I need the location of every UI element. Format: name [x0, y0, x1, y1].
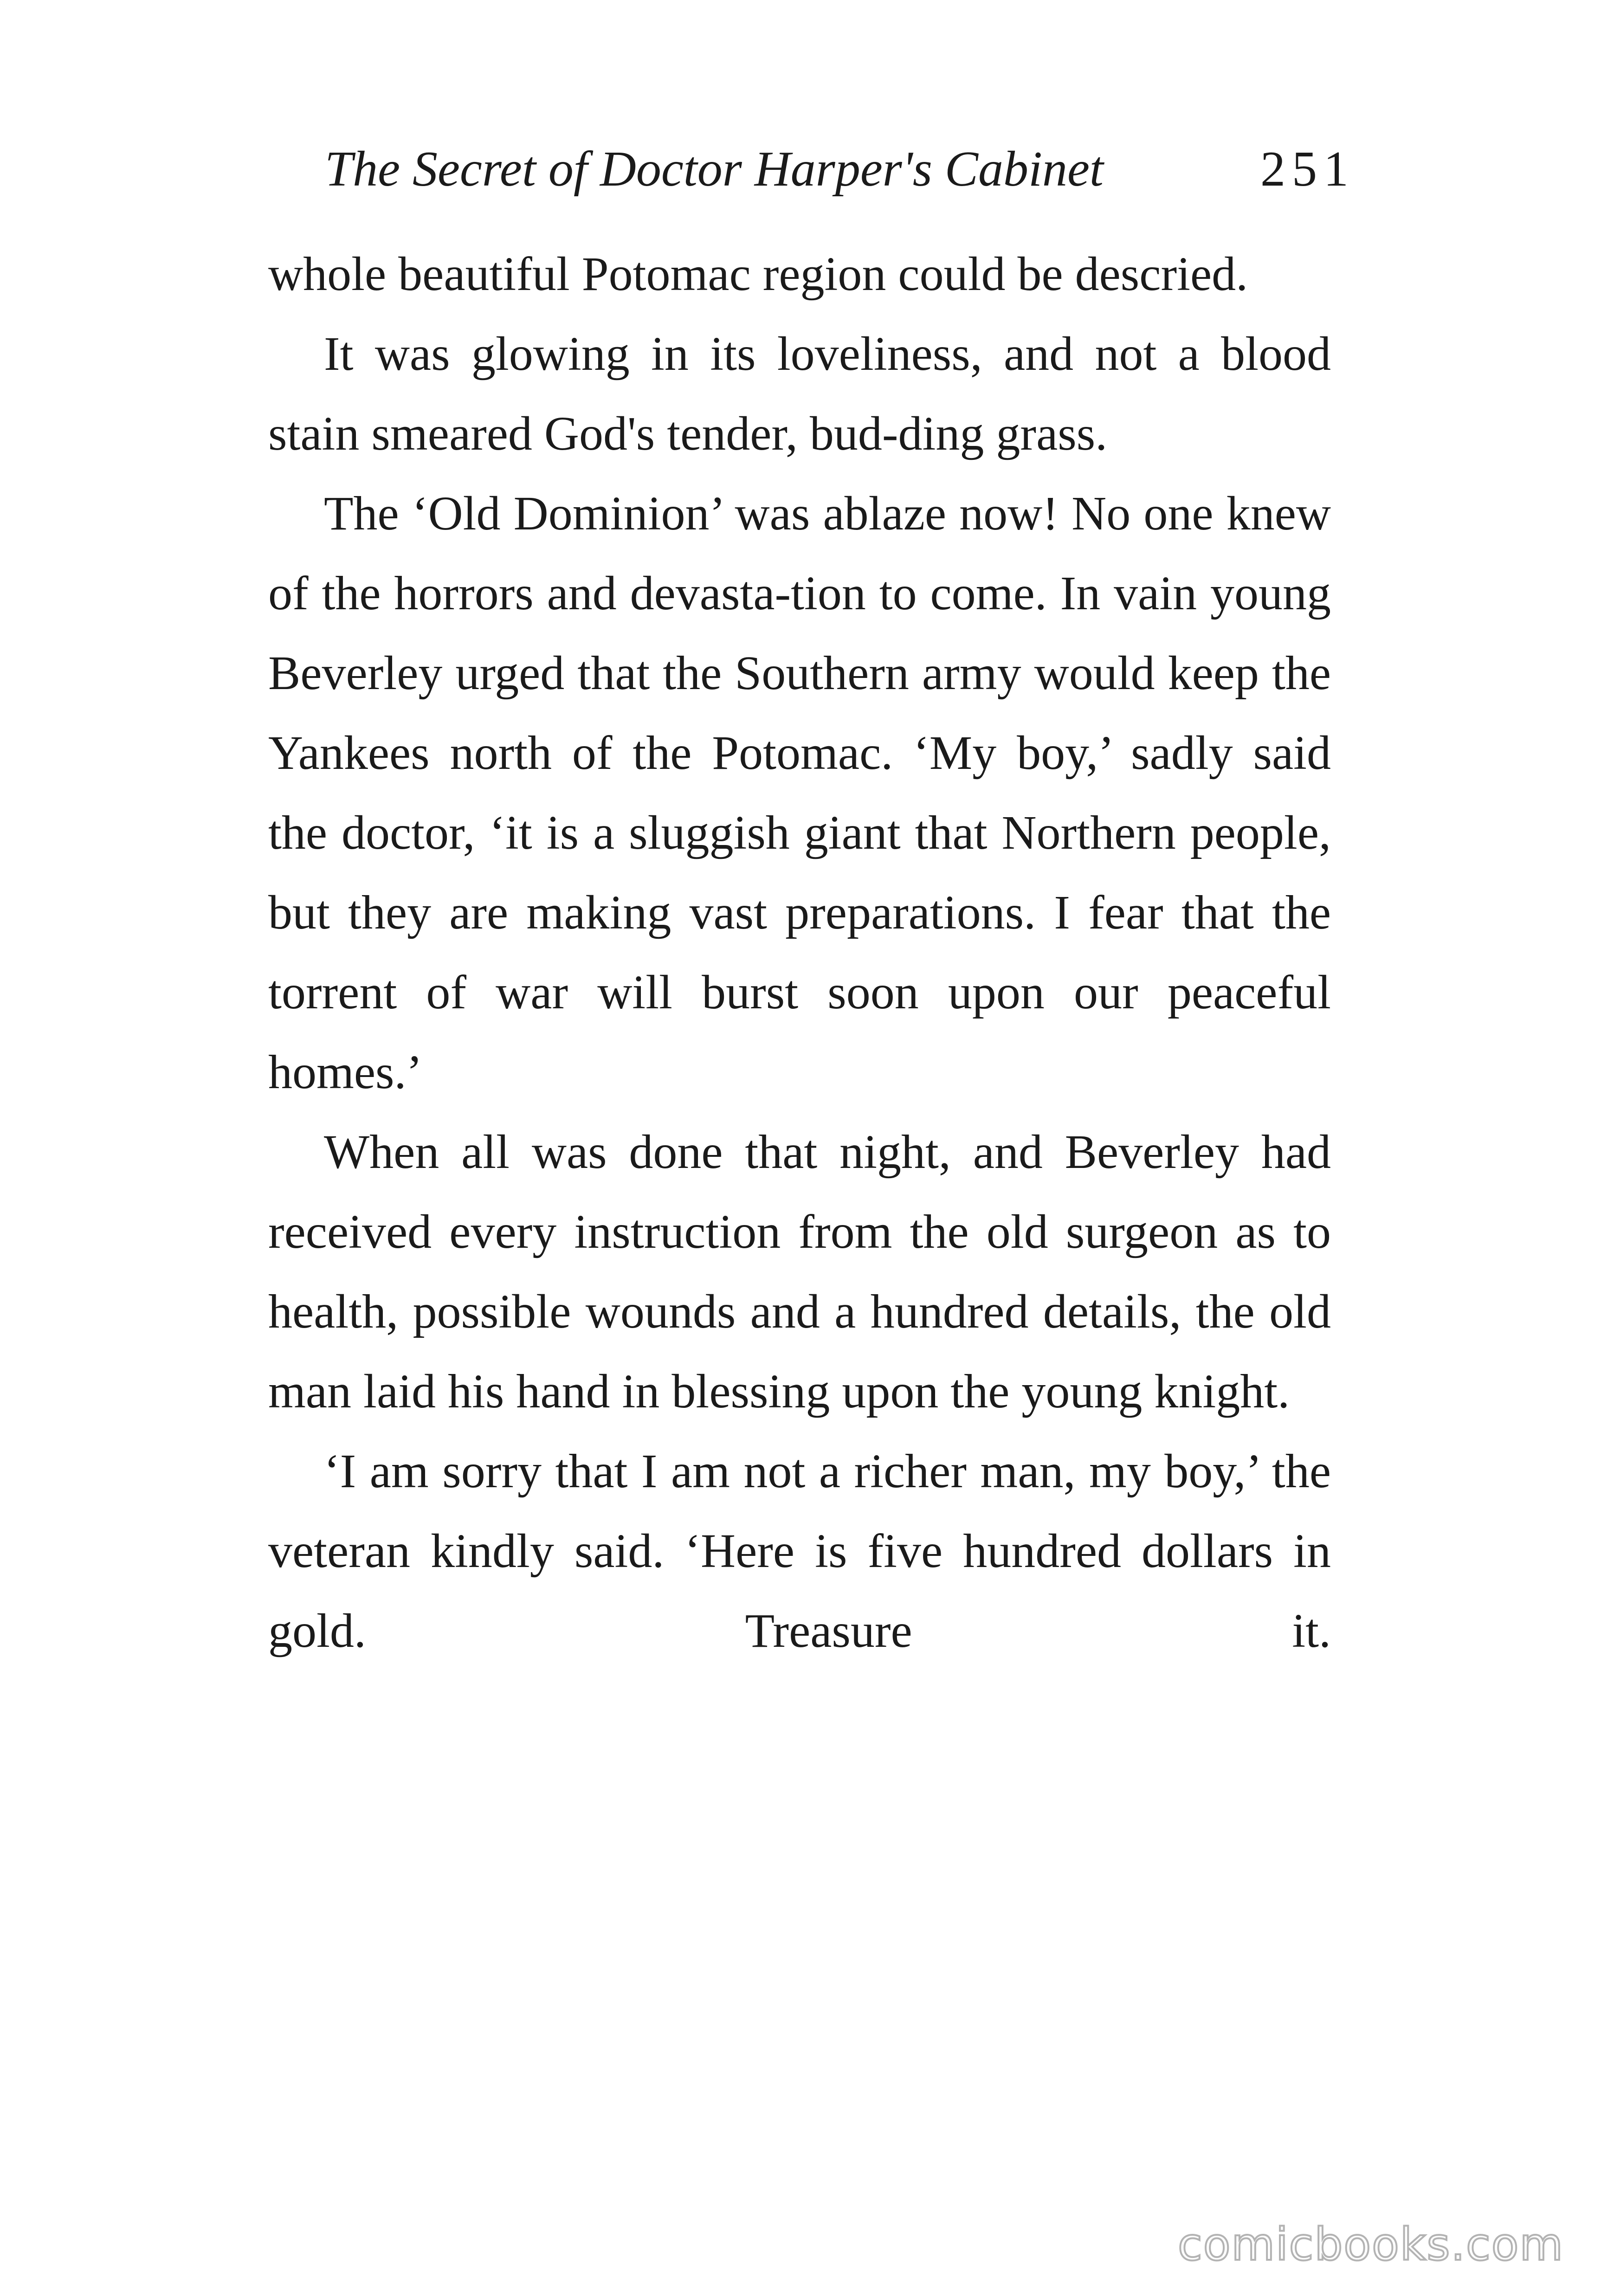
- paragraph: It was glowing in its loveliness, and not a blood stain smeared God's tender, bud-ding grass.: [268, 327, 1331, 460]
- paragraph-continued: whole beautiful Potomac region could be descried.: [268, 247, 1248, 301]
- body-text: [268, 234, 1331, 1671]
- page-number: 251: [1260, 142, 1355, 197]
- paragraph: The ‘Old Dominion’ was ablaze now! No one knew of the horrors and devasta-tion to come. In vain young Beverley urged that the Southern army would keep the Yankees north of the Potomac. ‘My boy,’ sadly said the doctor, ‘it is a sluggish giant that Northern people, but they are making vast preparations. I fear that the torrent of war will burst soon upon our peaceful homes.’: [268, 487, 1331, 1099]
- running-head: [325, 135, 1355, 204]
- watermark-logo: comicbooks.com: [1177, 2219, 1564, 2270]
- paragraph: When all was done that night, and Beverley had received every instruction from the old surgeon as to health, possible wounds and a hundred details, the old man laid his hand in blessing upon the young knight.: [268, 1125, 1331, 1418]
- paragraph-continues: ‘I am sorry that I am not a richer man, my boy,’ the veteran kindly said. ‘Here is five hundred dollars in gold. Treasure it.: [268, 1445, 1331, 1658]
- running-title: The Secret of Doctor Harper's Cabinet: [325, 142, 1104, 197]
